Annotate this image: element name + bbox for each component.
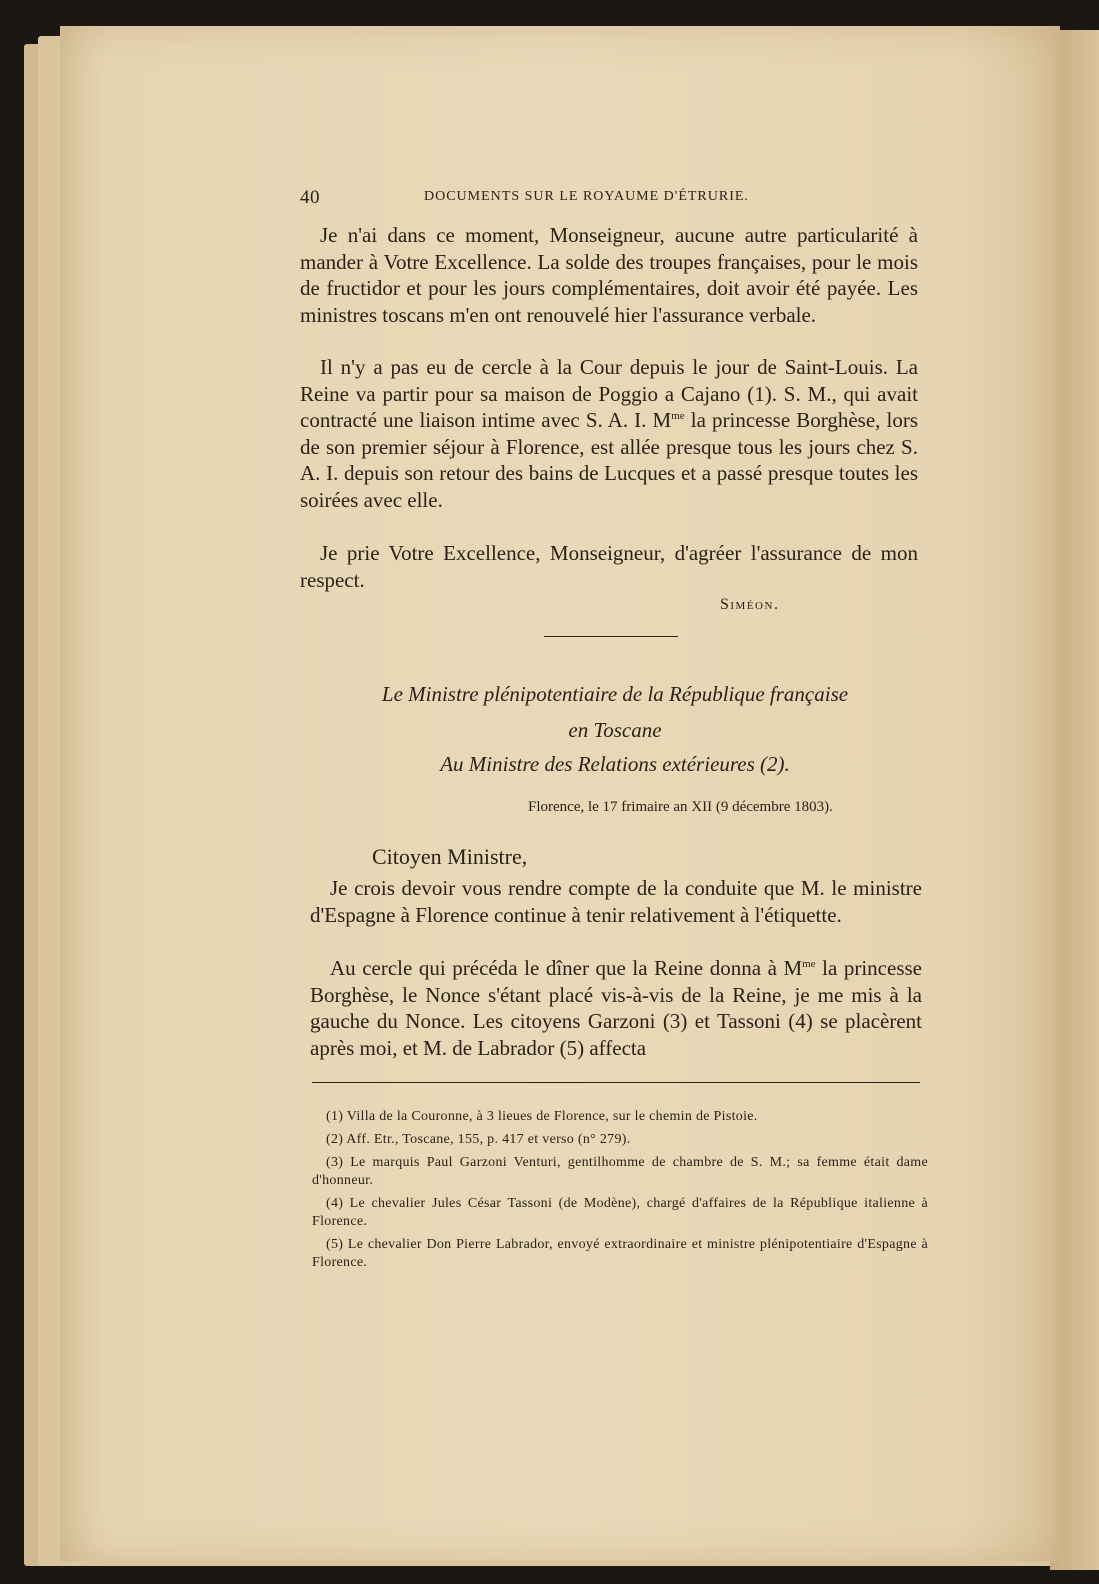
salutation: Citoyen Ministre, — [372, 844, 528, 869]
page-number: 40 — [300, 187, 320, 208]
dateline: Florence, le 17 frimaire an XII (9 décembre 1803). — [528, 799, 833, 815]
footnote-2: (2) Aff. Etr., Toscane, 155, p. 417 et verso (n° 279). — [326, 1132, 631, 1147]
signature: Siméon. — [720, 596, 780, 613]
letter1-paragraph-3: Je prie Votre Excellence, Monseigneur, d'agréer l'assurance de mon respect. — [300, 541, 918, 592]
letter2-paragraph-2-text: Au cercle qui précéda le dîner que la Reine donna à M — [330, 956, 803, 980]
letter1-paragraph-2-text: Il n'y a pas eu de cercle à la Cour depuis le jour de Saint-Louis. La Reine va partir pour sa maison de Poggio a Cajano (1). S. M., qui avait contracté une liaison intime avec S. A. I. — [300, 355, 918, 432]
footnote-rule — [312, 1082, 920, 1083]
running-title: DOCUMENTS SUR LE ROYAUME D'ÉTRURIE. — [424, 189, 749, 204]
letter1-paragraph-1: Je n'ai dans ce moment, Monseigneur, aucune autre particularité à mander à Votre Excellence. La solde des troupes françaises, pour le mois de fructidor et pour les jours complémentaires, doit avoir été payée. Les ministres toscans m'en ont renouvelé hier l'assurance verbale. — [300, 223, 918, 327]
letter1-madame-abbrev: M — [652, 408, 672, 432]
letter2-paragraph-2 — [310, 955, 922, 1061]
letter1-madame-superscript: me — [671, 410, 685, 422]
letter2-madame-superscript: me — [802, 958, 816, 970]
letter1-paragraph-2 — [300, 354, 918, 513]
footnote-3: (3) Le marquis Paul Garzoni Venturi, gentilhomme de chambre de S. M.; sa femme était dame d'honneur. — [312, 1155, 928, 1188]
letter2-paragraph-2-continued: la princesse Borghèse, le Nonce s'étant placé vis-à-vis de la Reine, je me mis à la gauche du Nonce. Les citoyens Garzoni (3) et Tassoni (4) se placèrent après moi, et M. de Labrador (5) affecta — [310, 956, 922, 1060]
page-header — [300, 187, 920, 211]
footnote-1: (1) Villa de la Couronne, à 3 lieues de Florence, sur le chemin de Pistoie. — [326, 1109, 758, 1124]
letter1-paragraph-2-continued: la princesse Borghèse, lors de son premier séjour à Florence, est allée presque tous les jours chez S. A. I. depuis son retour des bains de Lucques et a passé presque toutes les soirées avec elle. — [300, 408, 918, 512]
letter2-title-line-3: Au Ministre des Relations extérieures (2). — [440, 752, 790, 776]
footnotes — [312, 1108, 928, 1277]
footnote-5: (5) Le chevalier Don Pierre Labrador, envoyé extraordinaire et ministre plénipotentiaire d'Espagne à Florence. — [312, 1237, 928, 1270]
letter2-title-line-1: Le Ministre plénipotentiaire de la République française — [381, 682, 849, 706]
letter2-title-line-2: en Toscane — [568, 718, 662, 742]
footnote-4: (4) Le chevalier Jules César Tassoni (de Modène), chargé d'affaires de la République italienne à Florence. — [312, 1196, 928, 1229]
section-divider — [544, 636, 678, 637]
letter2-paragraph-1: Je crois devoir vous rendre compte de la conduite que M. le ministre d'Espagne à Florence continue à tenir relativement à l'étiquette. — [310, 876, 922, 927]
